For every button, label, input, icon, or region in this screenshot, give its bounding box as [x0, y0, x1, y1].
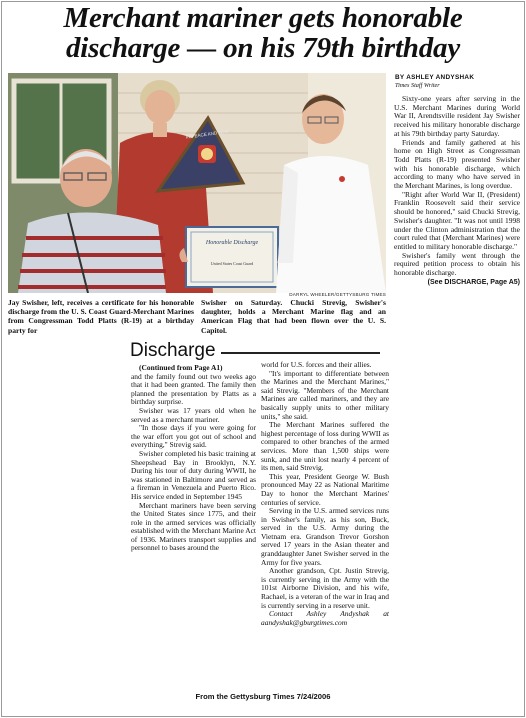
author-contact: Contact Ashley Andyshak at aandyshak@gburgtimes.com — [261, 609, 389, 627]
continued-from-label: (Continued from Page A1) — [139, 363, 223, 372]
jump-paragraph: The Merchant Marines suffered the highest percentage of loss during WWII as compared to other branches of the armed services. More than 1,500 ships were sunk, and the unit lost nearly 4 percent of its men, said Strevig. — [261, 420, 389, 473]
news-photo — [8, 73, 386, 293]
certificate-title: Honorable Discharge — [205, 240, 259, 246]
story-jump-reference: (See DISCHARGE, Page A5) — [427, 278, 520, 286]
photo-credit: DARRYL WHEELER/GETTYSBURG TIMES — [289, 292, 386, 297]
story-paragraph: Sixty-one years after serving in the U.S. Merchant Marines during World War II, Arendtsville resident Jay Swisher received his military honorable discharge at his 79th birthday party Saturday. — [394, 94, 520, 138]
jump-paragraph: "In those days if you were going for the war effort you got out of school and everything," Strevig said. — [131, 423, 256, 450]
jump-paragraph: This year, President George W. Bush pronounced May 22 as National Maritime Day to honor the Merchant Marines' centuries of service. — [261, 471, 389, 507]
certificate-subtitle: United States Coast Guard — [210, 261, 254, 266]
jump-paragraph: world for U.S. forces and their allies. — [261, 360, 372, 369]
headline: Merchant mariner gets honorable discharge — on his 79th birthday — [63, 2, 463, 64]
jump-column-b — [261, 361, 389, 627]
story-paragraph: Friends and family gathered at his home on High Street as Congressman Todd Platts (R-19) presented Swisher with his honorable discharge, which according to many who have served in the Merchant Marines, is long overdue. — [394, 137, 520, 191]
jump-paragraph: Merchant mariners have been serving the United States since 1775, and their role in the armed services was officially established with the Merchant Marine Act of 1936. Mariners transport supplies and personnel to bases around the — [131, 500, 256, 553]
jump-paragraph: and the family found out two weeks ago that it had been granted. The family then planned the presentation by Platts as a birthday surprise. — [131, 371, 256, 407]
heading-rule — [221, 352, 380, 354]
photo-illustration — [8, 73, 386, 293]
jump-paragraph: Swisher was 17 years old when he served as a merchant mariner. — [131, 405, 256, 424]
photo-caption-part2: Swisher on Saturday. Chucki Strevig, Swisher's daughter, holds a Merchant Marine flag and an American Flag that had been flown over the U. S. Capitol. — [201, 298, 386, 335]
jump-paragraph: Swisher completed his basic training at Sheepshead Bay in Brooklyn, N.Y. During his tour of duty during WWII, he was stationed in Baltimore and served as a fireman in Venezuela and Puerto Rico. His service ended in September 1945 — [131, 448, 256, 501]
flag-text: IN PEACE AND WAR — [185, 128, 229, 140]
jump-column-a — [131, 364, 256, 553]
front-story — [394, 95, 520, 287]
photo-caption-part1: Jay Swisher, left, receives a certificate for his honorable discharge from the U. S. Coast Guard-Merchant Marines from Congressman Todd Platts (R-19) at a birthday party for — [8, 298, 194, 335]
jump-heading-text: Discharge — [130, 340, 216, 361]
story-paragraph: "Right after World War II, (President) Franklin Roosevelt said their service should be honored," said Chucki Strevig, Swisher's daughter. "It was not until 1998 under the Clinton administration that the court ruled that (Merchant Marines) were entitled to military honorable discharge." — [394, 189, 520, 251]
byline-author: BY ASHLEY ANDYSHAK — [395, 74, 475, 81]
source-footer: From the Gettysburg Times 7/24/2006 — [195, 692, 331, 701]
jump-paragraph: Serving in the U.S. armed services runs in Swisher's family, as his son, Buck, served in the U.S. Army during the Vietnam era. Grandson Trevor Gorshon served 17 years in the Asian theater and granddaughter Janet Swisher served in the Army for five years. — [261, 506, 389, 567]
jump-paragraph: "It's important to differentiate between the Marines and the Merchant Marines," said Strevig. "Members of the Merchant Marines are called mariners, and they are basically supply units to other military units," she said. — [261, 368, 389, 421]
jump-paragraph: Another grandson, Cpt. Justin Strevig, is currently serving in the Army with the 101st Airborne Division, and his wife, Rachael, is a veteran of the war in Iraq and is currently serving in a reserve unit. — [261, 566, 389, 610]
story-paragraph: Swisher's family went through the required petition process to obtain his honorable discharge. — [394, 250, 520, 278]
byline-title: Times Staff Writer — [395, 82, 440, 89]
